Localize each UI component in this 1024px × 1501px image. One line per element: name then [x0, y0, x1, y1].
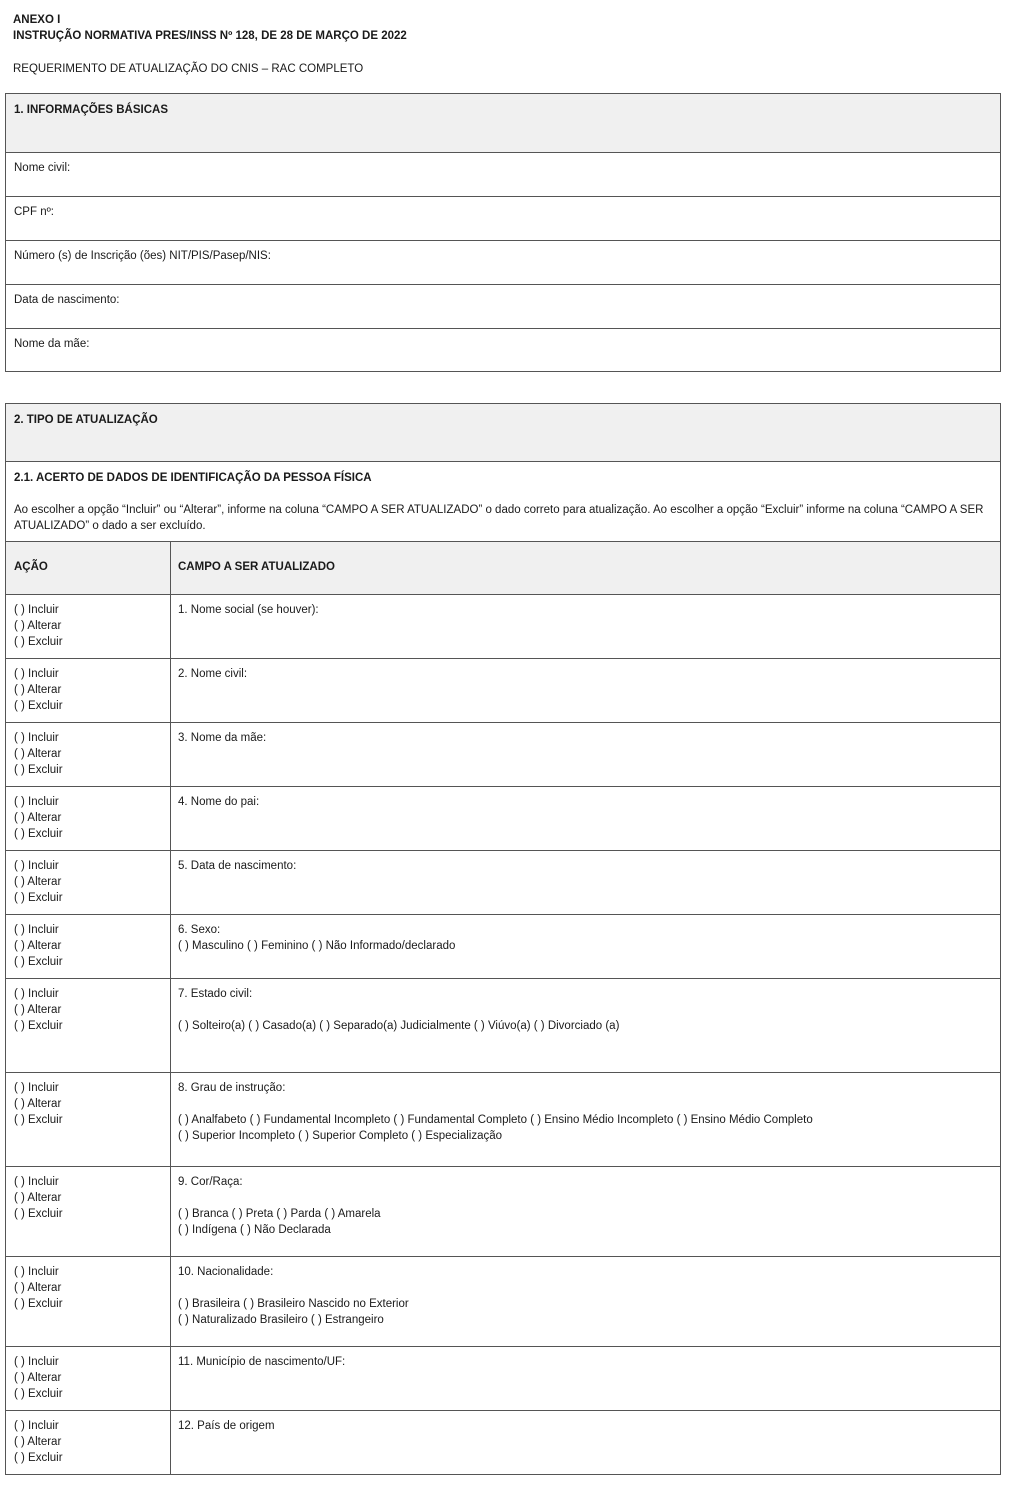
action-options	[14, 666, 164, 714]
field-cell[interactable]	[178, 1354, 992, 1370]
section2-header	[6, 404, 1000, 461]
field-label: 4. Nome do pai:	[178, 796, 260, 808]
excluir-option[interactable]: ( ) Excluir	[14, 1114, 63, 1126]
annex-label: ANEXO I	[13, 14, 61, 26]
alterar-option[interactable]: ( ) Alterar	[14, 684, 62, 696]
section1-title: 1. INFORMAÇÕES BÁSICAS	[14, 104, 168, 116]
action-options	[14, 602, 164, 650]
field-label: 3. Nome da mãe:	[178, 732, 267, 744]
incluir-option[interactable]: ( ) Incluir	[14, 1266, 59, 1278]
field-cell[interactable]	[178, 858, 992, 874]
section1-header	[6, 94, 1000, 152]
excluir-option[interactable]: ( ) Excluir	[14, 828, 63, 840]
excluir-option[interactable]: ( ) Excluir	[14, 1298, 63, 1310]
option-line[interactable]: ( ) Brasileira ( ) Brasileiro Nascido no Exterior	[178, 1298, 409, 1310]
field-cell[interactable]	[178, 1418, 992, 1434]
table-row	[6, 1346, 1000, 1410]
alterar-option[interactable]: ( ) Alterar	[14, 748, 62, 760]
alterar-option[interactable]: ( ) Alterar	[14, 1282, 62, 1294]
field-label: 5. Data de nascimento:	[178, 860, 297, 872]
form-subtitle: REQUERIMENTO DE ATUALIZAÇÃO DO CNIS – RAC COMPLETO	[13, 63, 364, 75]
option-line[interactable]: ( ) Analfabeto ( ) Fundamental Incompleto ( ) Fundamental Completo ( ) Ensino Médio Incompleto ( ) Ensino Médio Completo	[178, 1114, 813, 1126]
incluir-option[interactable]: ( ) Incluir	[14, 604, 59, 616]
alterar-option[interactable]: ( ) Alterar	[14, 1192, 62, 1204]
field-cell[interactable]	[178, 730, 992, 746]
excluir-option[interactable]: ( ) Excluir	[14, 1452, 63, 1464]
option-line[interactable]: ( ) Indígena ( ) Não Declarada	[178, 1224, 331, 1236]
option-line[interactable]: ( ) Naturalizado Brasileiro ( ) Estrangeiro	[178, 1314, 384, 1326]
column-divider	[170, 541, 171, 1474]
field-cell[interactable]	[178, 794, 992, 810]
option-line[interactable]: ( ) Solteiro(a) ( ) Casado(a) ( ) Separado(a) Judicialmente ( ) Viúvo(a) ( ) Divorciado (a)	[178, 1020, 620, 1032]
action-options	[14, 1264, 164, 1312]
instruction-title: INSTRUÇÃO NORMATIVA PRES/INSS Nº 128, DE 28 DE MARÇO DE 2022	[13, 30, 407, 42]
field-cpf[interactable]	[6, 196, 1000, 240]
alterar-option[interactable]: ( ) Alterar	[14, 1436, 62, 1448]
field-nome-mae[interactable]	[6, 328, 1000, 372]
field-label: Nome da mãe:	[14, 338, 90, 350]
field-label: 1. Nome social (se houver):	[178, 604, 319, 616]
field-options	[178, 1018, 992, 1034]
table-row	[6, 658, 1000, 722]
incluir-option[interactable]: ( ) Incluir	[14, 1082, 59, 1094]
field-label: Data de nascimento:	[14, 294, 120, 306]
col-field-header: CAMPO A SER ATUALIZADO	[178, 561, 335, 573]
action-options	[14, 1418, 164, 1466]
field-cell[interactable]	[178, 1264, 992, 1328]
field-cell[interactable]	[178, 922, 992, 954]
table-row	[6, 850, 1000, 914]
section-update-type	[5, 403, 1001, 1475]
incluir-option[interactable]: ( ) Incluir	[14, 796, 59, 808]
field-label: Número (s) de Inscrição (ões) NIT/PIS/Pasep/NIS:	[14, 250, 271, 262]
excluir-option[interactable]: ( ) Excluir	[14, 1388, 63, 1400]
option-line[interactable]: ( ) Branca ( ) Preta ( ) Parda ( ) Amarela	[178, 1208, 381, 1220]
field-label: 10. Nacionalidade:	[178, 1266, 274, 1278]
table-row	[6, 786, 1000, 850]
field-cell[interactable]	[178, 602, 992, 618]
action-options	[14, 922, 164, 970]
incluir-option[interactable]: ( ) Incluir	[14, 1176, 59, 1188]
table-row	[6, 594, 1000, 658]
section2-instructions: Ao escolher a opção “Incluir” ou “Alterar”, informe na coluna “CAMPO A SER ATUALIZADO” o dado correto para atualização. Ao escolher a opção “Excluir” informe na coluna “CAMPO A SER ATUALIZADO” o dado a ser excluído.	[14, 504, 984, 532]
col-action-header: AÇÃO	[14, 561, 48, 573]
action-options	[14, 1354, 164, 1402]
alterar-option[interactable]: ( ) Alterar	[14, 1098, 62, 1110]
action-options	[14, 1174, 164, 1222]
excluir-option[interactable]: ( ) Excluir	[14, 1020, 63, 1032]
table-row	[6, 914, 1000, 978]
excluir-option[interactable]: ( ) Excluir	[14, 956, 63, 968]
excluir-option[interactable]: ( ) Excluir	[14, 636, 63, 648]
action-options	[14, 730, 164, 778]
section-basic-info	[5, 93, 1001, 372]
field-label: 9. Cor/Raça:	[178, 1176, 243, 1188]
field-label: 8. Grau de instrução:	[178, 1082, 286, 1094]
option-line[interactable]: ( ) Masculino ( ) Feminino ( ) Não Informado/declarado	[178, 940, 456, 952]
field-label: 11. Município de nascimento/UF:	[178, 1356, 346, 1368]
incluir-option[interactable]: ( ) Incluir	[14, 668, 59, 680]
alterar-option[interactable]: ( ) Alterar	[14, 940, 62, 952]
alterar-option[interactable]: ( ) Alterar	[14, 620, 62, 632]
field-label: 2. Nome civil:	[178, 668, 248, 680]
section2-title: 2. TIPO DE ATUALIZAÇÃO	[14, 414, 158, 426]
section2-subheader	[6, 461, 1000, 541]
incluir-option[interactable]: ( ) Incluir	[14, 1420, 59, 1432]
action-options	[14, 986, 164, 1034]
table-row	[6, 1256, 1000, 1346]
excluir-option[interactable]: ( ) Excluir	[14, 892, 63, 904]
section2-subtitle: 2.1. ACERTO DE DADOS DE IDENTIFICAÇÃO DA PESSOA FÍSICA	[14, 472, 372, 484]
table-header	[6, 541, 1000, 594]
field-label: 7. Estado civil:	[178, 988, 253, 1000]
incluir-option[interactable]: ( ) Incluir	[14, 1356, 59, 1368]
field-label: 6. Sexo:	[178, 924, 221, 936]
field-options	[178, 938, 992, 954]
table-row	[6, 1410, 1000, 1475]
field-options	[178, 1206, 992, 1238]
action-options	[14, 1080, 164, 1128]
excluir-option[interactable]: ( ) Excluir	[14, 700, 63, 712]
alterar-option[interactable]: ( ) Alterar	[14, 1004, 62, 1016]
field-cell[interactable]	[178, 986, 992, 1034]
field-label: CPF nº:	[14, 206, 54, 218]
field-cell[interactable]	[178, 1080, 992, 1144]
table-row	[6, 1072, 1000, 1166]
alterar-option[interactable]: ( ) Alterar	[14, 876, 62, 888]
alterar-option[interactable]: ( ) Alterar	[14, 812, 62, 824]
incluir-option[interactable]: ( ) Incluir	[14, 988, 59, 1000]
option-line[interactable]: ( ) Superior Incompleto ( ) Superior Completo ( ) Especialização	[178, 1130, 503, 1142]
incluir-option[interactable]: ( ) Incluir	[14, 924, 59, 936]
field-data-nascimento[interactable]	[6, 284, 1000, 328]
action-options	[14, 794, 164, 842]
excluir-option[interactable]: ( ) Excluir	[14, 1208, 63, 1220]
field-cell[interactable]	[178, 1174, 992, 1238]
field-options	[178, 1296, 992, 1328]
table-row	[6, 1166, 1000, 1256]
table-row	[6, 722, 1000, 786]
field-cell[interactable]	[178, 666, 992, 682]
field-label: Nome civil:	[14, 162, 71, 174]
field-nome-civil[interactable]	[6, 152, 1000, 196]
action-options	[14, 858, 164, 906]
incluir-option[interactable]: ( ) Incluir	[14, 732, 59, 744]
table-row	[6, 978, 1000, 1072]
alterar-option[interactable]: ( ) Alterar	[14, 1372, 62, 1384]
field-nit[interactable]	[6, 240, 1000, 284]
incluir-option[interactable]: ( ) Incluir	[14, 860, 59, 872]
field-label: 12. País de origem	[178, 1420, 275, 1432]
excluir-option[interactable]: ( ) Excluir	[14, 764, 63, 776]
field-options	[178, 1112, 992, 1144]
